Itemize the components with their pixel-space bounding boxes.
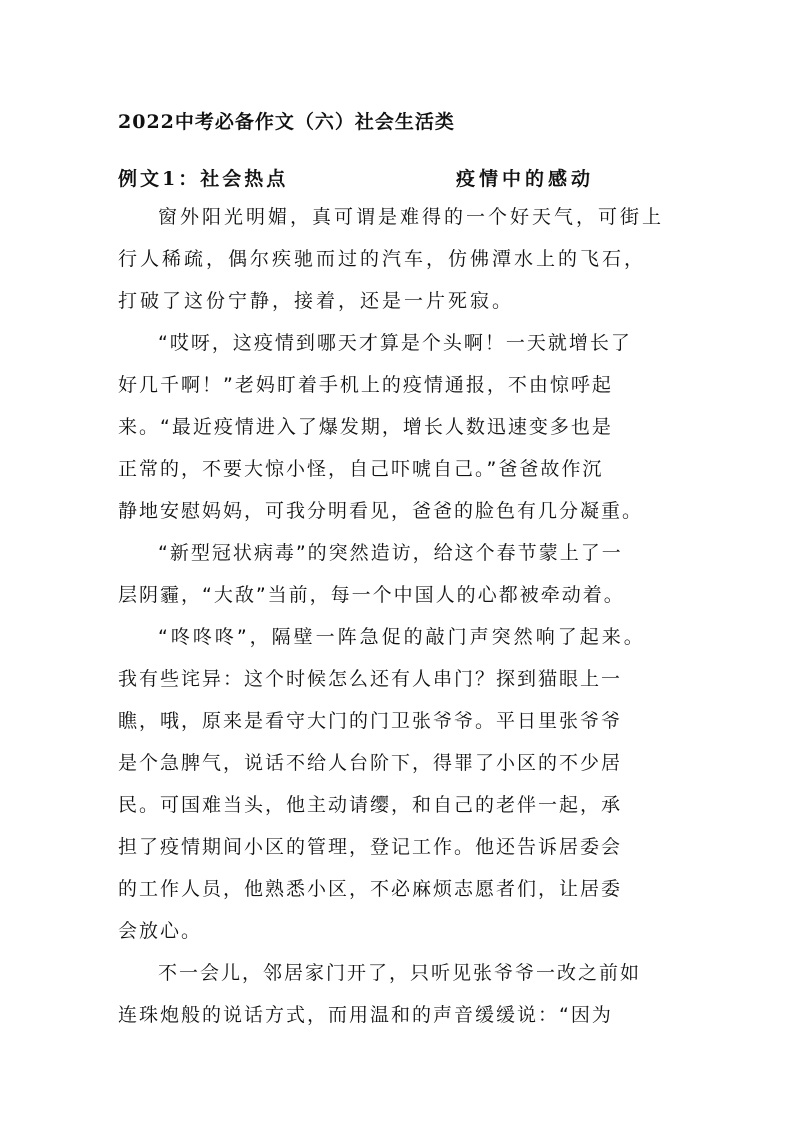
body-line: “咚咚咚”，隔壁一阵急促的敲门声突然响了起来。 bbox=[158, 626, 646, 648]
body-line: 窗外阳光明媚，真可谓是难得的一个好天气，可街上 bbox=[158, 206, 665, 228]
body-line: 民。可国难当头，他主动请缨，和自己的老伴一起，承 bbox=[118, 794, 623, 816]
body-line: 连珠炮般的说话方式，而用温和的声音缓缓说：“因为 bbox=[118, 1004, 613, 1026]
body-line: 会放心。 bbox=[118, 920, 203, 942]
body-line: 我有些诧异：这个时候怎么还有人串门？探到猫眼上一 bbox=[118, 668, 623, 690]
body-line: 正常的，不要大惊小怪，自己吓唬自己。”爸爸故作沉 bbox=[118, 458, 604, 480]
body-line: 打破了这份宁静，接着，还是一片死寂。 bbox=[118, 290, 515, 312]
body-line: “新型冠状病毒”的突然造访，给这个春节蒙上了一 bbox=[158, 542, 623, 564]
body-line: 担了疫情期间小区的管理，登记工作。他还告诉居委会 bbox=[118, 836, 623, 858]
body-line: 瞧，哦，原来是看守大门的门卫张爷爷。平日里张爷爷 bbox=[118, 710, 623, 732]
body-line: 层阴霾，“大敌”当前，每一个中国人的心都被牵动着。 bbox=[118, 584, 625, 606]
body-line: 是个急脾气，说话不给人台阶下，得罪了小区的不少居 bbox=[118, 752, 623, 774]
body-line: 不一会儿，邻居家门开了，只听见张爷爷一改之前如 bbox=[158, 962, 642, 984]
essay-title: 疫情中的感动 bbox=[456, 168, 595, 190]
body-line: 好几千啊！”老妈盯着手机上的疫情通报，不由惊呼起 bbox=[118, 374, 613, 396]
document-title: 2022中考必备作文（六）社会生活类 bbox=[118, 111, 455, 133]
section-label: 例文1：社会热点 bbox=[118, 168, 289, 190]
body-line: “哎呀，这疫情到哪天才算是个头啊！一天就增长了 bbox=[158, 332, 632, 354]
body-line: 静地安慰妈妈，可我分明看见，爸爸的脸色有几分凝重。 bbox=[118, 500, 644, 522]
body-line: 行人稀疏，偶尔疾驰而过的汽车，仿佛潭水上的飞石， bbox=[118, 248, 647, 270]
body-line: 来。“最近疫情进入了爆发期，增长人数迅速变多也是 bbox=[118, 416, 613, 438]
body-line: 的工作人员，他熟悉小区，不必麻烦志愿者们，让居委 bbox=[118, 878, 623, 900]
